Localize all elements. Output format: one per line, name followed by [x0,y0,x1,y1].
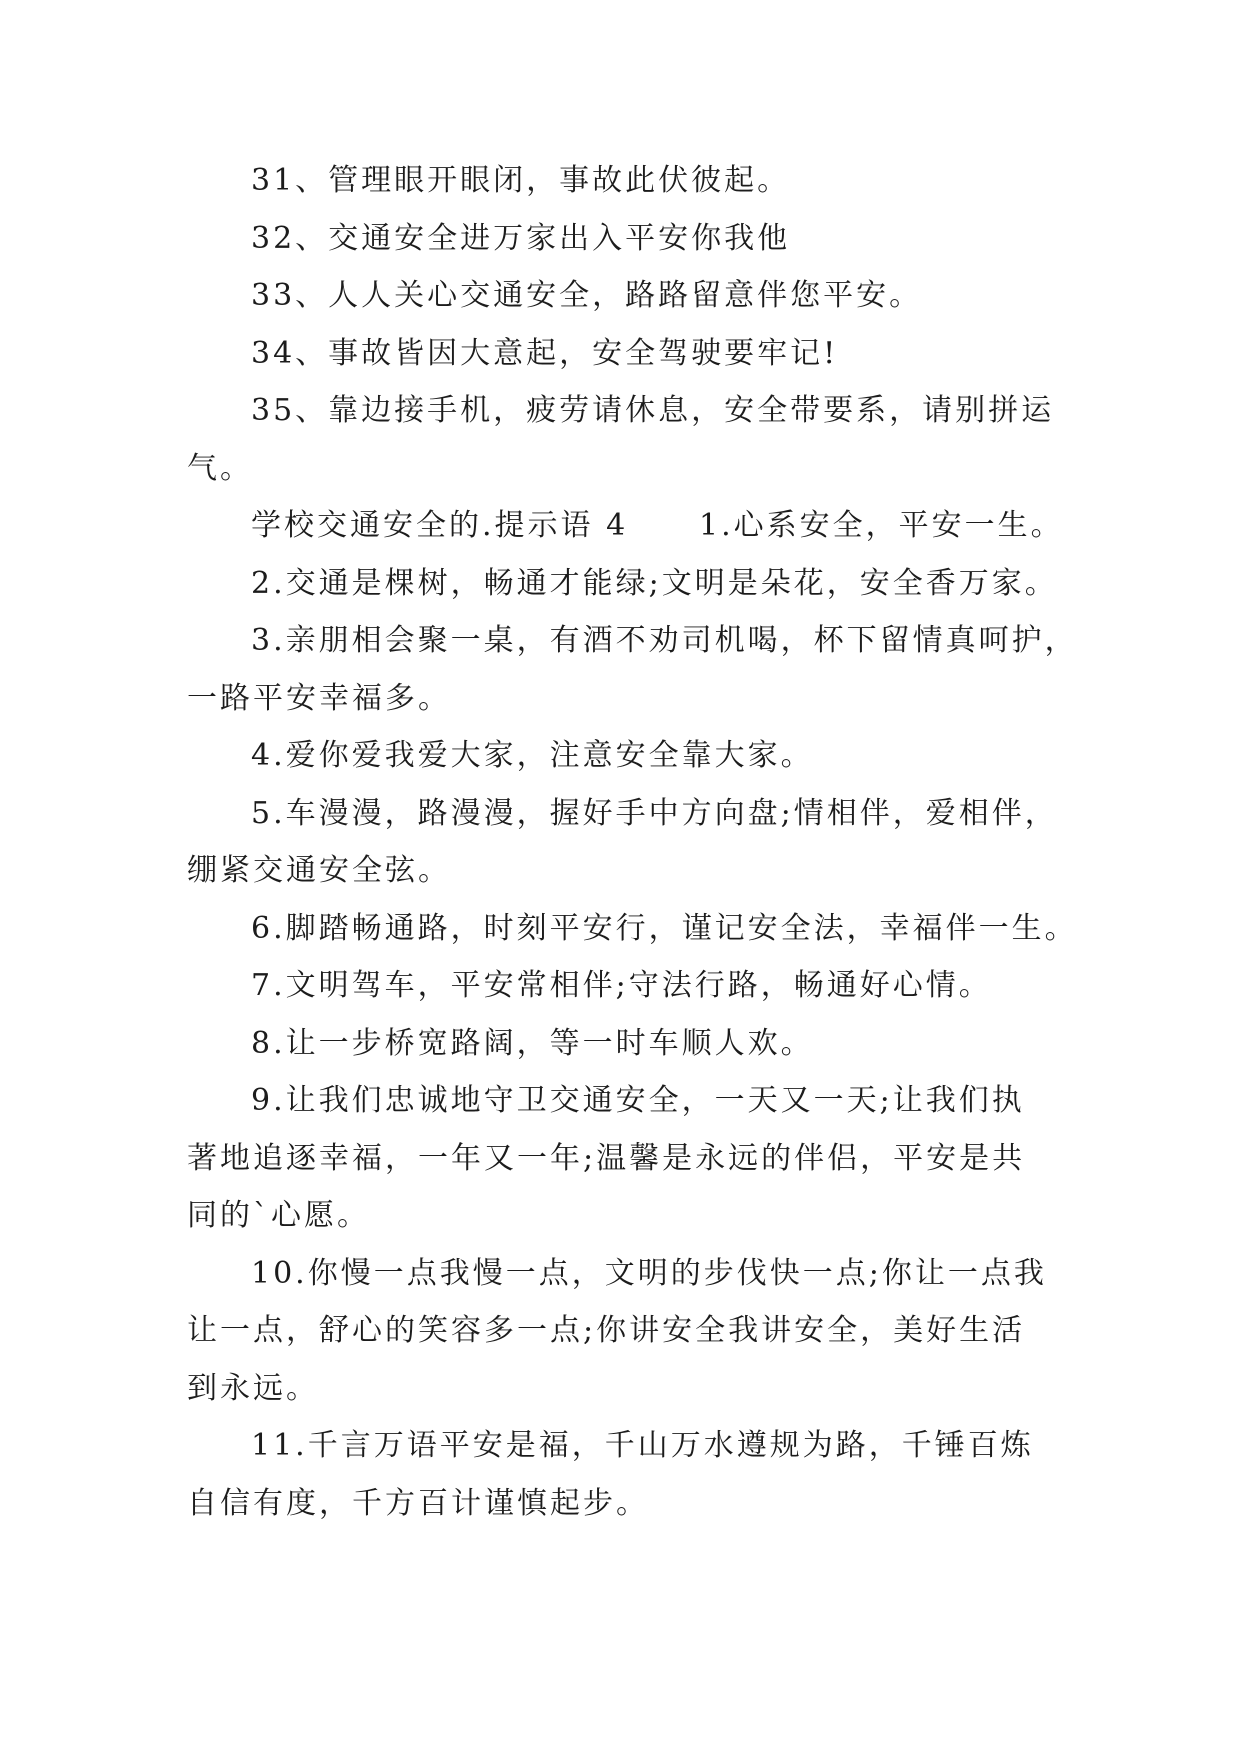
text-line: 31、管理眼开眼闭，事故此伏彼起。 [251,163,791,198]
document-body [187,152,1078,1532]
text-line: 同的`心愿。 [187,1198,370,1233]
tip-item-6 [187,900,1078,958]
text-line: 9.让我们忠诚地守卫交通安全，一天又一天;让我们执 [251,1083,1025,1118]
text-line: 6.脚踏畅通路，时刻平安行，谨记安全法，幸福伴一生。 [251,910,1078,946]
text-line: 到永远。 [187,1370,319,1406]
tip-item-11 [187,1417,1057,1532]
text-line: 著地追逐幸福，一年又一年;温馨是永远的伴侣，平安是共 [187,1140,1026,1176]
tip-item-35 [187,382,1057,497]
text-line: 气。 [187,450,253,486]
text-line: 8.让一步桥宽路阔，等一时车顺人欢。 [251,1025,814,1061]
tip-item-1: 1.心系安全，平安一生。 [699,508,1064,543]
text-line: 10.你慢一点我慢一点，文明的步伐快一点;你让一点我 [251,1255,1047,1291]
tip-item-10 [187,1245,1057,1418]
tip-item-2 [187,555,1057,613]
section-heading: 学校交通安全的.提示语 4 [251,508,629,543]
tip-item-9 [187,1072,1057,1245]
text-line: 自信有度，千方百计谨慎起步。 [187,1485,649,1521]
tip-item-34 [187,325,1057,383]
text-line: 3.亲朋相会聚一桌，有酒不劝司机喝，杯下留情真呵护， [251,623,1078,658]
text-line: 34、事故皆因大意起，安全驾驶要牢记! [251,335,839,371]
text-line: 4.爱你爱我爱大家，注意安全靠大家。 [251,738,814,773]
text-line: 绷紧交通安全弦。 [187,853,451,888]
text-line: 11.千言万语平安是福，千山万水遵规为路，千锤百炼 [251,1428,1034,1463]
text-line: 让一点，舒心的笑容多一点;你讲安全我讲安全，美好生活 [187,1313,1026,1348]
tip-item-33 [187,267,1057,325]
heading-line [187,497,1064,555]
text-line: 一路平安幸福多。 [187,680,451,716]
text-line: 33、人人关心交通安全，路路留意伴您平安。 [251,278,923,313]
tip-item-5 [187,785,1057,900]
tip-item-4 [187,727,1057,785]
tip-item-8 [187,1015,1057,1073]
text-line: 35、靠边接手机，疲劳请休息，安全带要系，请别拼运 [251,393,1055,428]
section-heading-paragraph [187,497,1064,555]
tip-item-32 [187,210,1057,268]
text-line: 5.车漫漫，路漫漫，握好手中方向盘;情相伴，爱相伴， [251,795,1058,831]
text-line: 7.文明驾车，平安常相伴;守法行路，畅通好心情。 [251,968,992,1003]
tip-item-3 [187,612,1078,727]
text-line: 32、交通安全进万家出入平安你我他 [251,220,791,256]
text-line: 2.交通是棵树，畅通才能绿;文明是朵花，安全香万家。 [251,565,1058,601]
tip-item-7 [187,957,1057,1015]
tip-item-31 [187,152,1057,210]
